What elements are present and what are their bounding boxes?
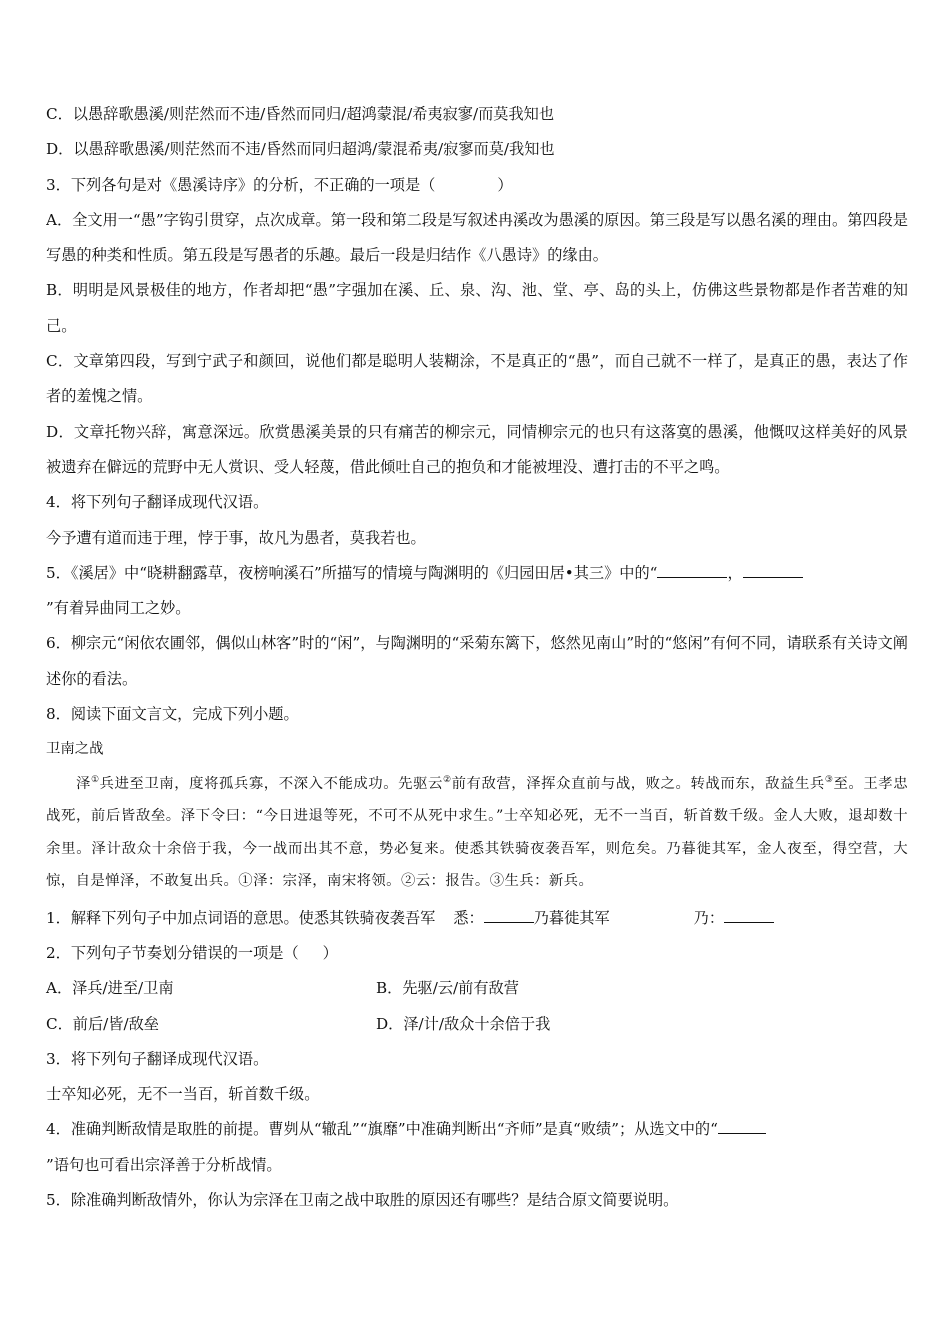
question-4-stem: 4．将下列句子翻译成现代汉语。 bbox=[46, 493, 269, 512]
sub-question-3-stem: 3．将下列句子翻译成现代汉语。 bbox=[46, 1049, 269, 1068]
question-3-option-b: B．明明是风景极佳的地方，作者却把“愚”字强加在溪、丘、泉、沟、池、堂、亭、岛的头上，仿佛这些景物都是作者苦难的知己。 bbox=[46, 281, 908, 335]
sub-question-1 bbox=[46, 901, 908, 936]
sub-question-2-suffix: ） bbox=[322, 943, 338, 962]
sub-question-4-line-1 bbox=[46, 1112, 908, 1147]
passage-segment: 泽 bbox=[76, 775, 91, 792]
question-4-sentence: 今予遭有道而违于理，悖于事，故凡为愚者，莫我若也。 bbox=[46, 528, 426, 547]
question-3-option-c: C．文章第四段，写到宁武子和颜回，说他们都是聪明人装糊涂，不是真正的“愚”，而自己就不一样了，是真正的愚，表达了作者的羞愧之情。 bbox=[46, 352, 908, 406]
document-page bbox=[46, 97, 908, 1218]
footnote-marker: ② bbox=[442, 774, 452, 785]
sub-question-3-sentence: 士卒知必死，无不一当百，斩首数千级。 bbox=[46, 1085, 320, 1104]
sub-question-2-option-a: A．泽兵/进至/卫南 bbox=[46, 979, 174, 998]
sub-question-2-option-c: C．前后/皆/敌垒 bbox=[46, 1014, 159, 1033]
option-d-line: D．以愚辞歌愚溪/则茫然而不违/昏然而同归超鸿/蒙混希夷/寂寥而莫/我知也 bbox=[46, 140, 555, 159]
sub-question-4-text: 4．准确判断敌情是取胜的前提。曹刿从“辙乱”“旗靡”中准确判断出“齐师”是真“败绩”；从选文中的“ bbox=[46, 1120, 718, 1139]
answer-blank[interactable] bbox=[484, 905, 534, 923]
passage-segment: 至。王孝忠战死，前后皆敌垒。泽下令曰：“今日进退等死，不可不从死中求生。”士卒知必死，无不一当百，斩首数千级。金人大败，退却数十余里。泽计敌众十余倍于我，今一战而出其不意，势必复来。使悉其铁骑夜袭吾军，则危矣。乃暮徙其军，金人夜至，得空营，大惊，自是惮泽，不敢复出兵。①泽：宗泽，南宋将领。②云：报告。③生兵：新兵。 bbox=[46, 775, 908, 890]
question-5-line-1 bbox=[46, 556, 908, 591]
question-3-option-d: D．文章托物兴辞，寓意深远。欣赏愚溪美景的只有痛苦的柳宗元，同情柳宗元的也只有这落寞的愚溪，他慨叹这样美好的风景被遗弃在僻远的荒野中无人赏识、受人轻蔑，借此倾吐自己的抱负和才能被埋没、遭打击的不平之鸣。 bbox=[46, 422, 908, 476]
question-3-stem bbox=[46, 168, 908, 203]
question-5-line-2: ”有着异曲同工之妙。 bbox=[46, 599, 191, 618]
answer-blank[interactable] bbox=[718, 1117, 766, 1135]
sub-question-1-mid: 乃暮徙其军 bbox=[533, 908, 610, 927]
question-3-stem-text: 3．下列各句是对《愚溪诗序》的分析，不正确的一项是（ bbox=[46, 175, 436, 194]
sub-question-2-option-d: D．泽/计/敌众十余倍于我 bbox=[376, 1014, 551, 1033]
footnote-marker: ③ bbox=[824, 774, 834, 785]
passage-segment: 前有敌营，泽挥众直前与战，败之。转战而东，敌益生兵 bbox=[451, 775, 825, 792]
sub-question-2-row-2 bbox=[46, 1007, 908, 1042]
sub-question-1-text: 1．解释下列句子中加点词语的意思。使悉其铁骑夜袭吾军 bbox=[46, 908, 436, 927]
question-5-comma: ， bbox=[727, 563, 743, 582]
question-3-stem-suffix: ） bbox=[497, 175, 513, 194]
footnote-marker: ① bbox=[90, 774, 100, 785]
sub-question-2-option-b: B．先驱/云/前有敌营 bbox=[376, 979, 519, 998]
answer-blank[interactable] bbox=[743, 560, 803, 578]
answer-blank[interactable] bbox=[657, 560, 727, 578]
sub-question-2-text: 2．下列句子节奏划分错误的一项是（ bbox=[46, 943, 299, 962]
sub-question-2-row-1 bbox=[46, 971, 908, 1006]
question-3-option-a: A．全文用一“愚”字钩引贯穿，点次成章。第一段和第二段是写叙述冉溪改为愚溪的原因。第三段是写以愚名溪的理由。第四段是写愚的种类和性质。第五段是写愚者的乐趣。最后一段是归结作《八愚诗》的缘由。 bbox=[46, 210, 908, 265]
answer-blank[interactable] bbox=[724, 905, 774, 923]
question-6: 6．柳宗元“闲依农圃邻，偶似山林客”时的“闲”，与陶渊明的“采菊东篱下，悠然见南山”时的“悠闲”有何不同，请联系有关诗文阐述你的看法。 bbox=[46, 634, 908, 688]
question-8-stem: 8．阅读下面文言文，完成下列小题。 bbox=[46, 705, 299, 724]
sub-question-5: 5．除准确判断敌情外，你认为宗泽在卫南之战中取胜的原因还有哪些？是结合原文简要说明。 bbox=[46, 1191, 679, 1210]
sub-question-2-stem bbox=[46, 936, 908, 971]
passage-text bbox=[46, 768, 908, 898]
sub-question-1-label-1: 悉： bbox=[453, 908, 484, 927]
question-5-stem: 5．《溪居》中“晓耕翻露草，夜榜响溪石”所描写的情境与陶渊明的《归园田居•其三》中的“ bbox=[46, 563, 658, 582]
sub-question-1-label-2: 乃： bbox=[693, 908, 725, 927]
passage-segment: 兵进至卫南，度将孤兵寡，不深入不能成功。先驱云 bbox=[99, 775, 443, 792]
option-c-line: C．以愚辞歌愚溪/则茫然而不违/昏然而同归/超鸿蒙混/希夷寂寥/而莫我知也 bbox=[46, 105, 555, 123]
passage-title: 卫南之战 bbox=[46, 741, 104, 758]
sub-question-4-line-2: ”语句也可看出宗泽善于分析战情。 bbox=[46, 1155, 282, 1174]
